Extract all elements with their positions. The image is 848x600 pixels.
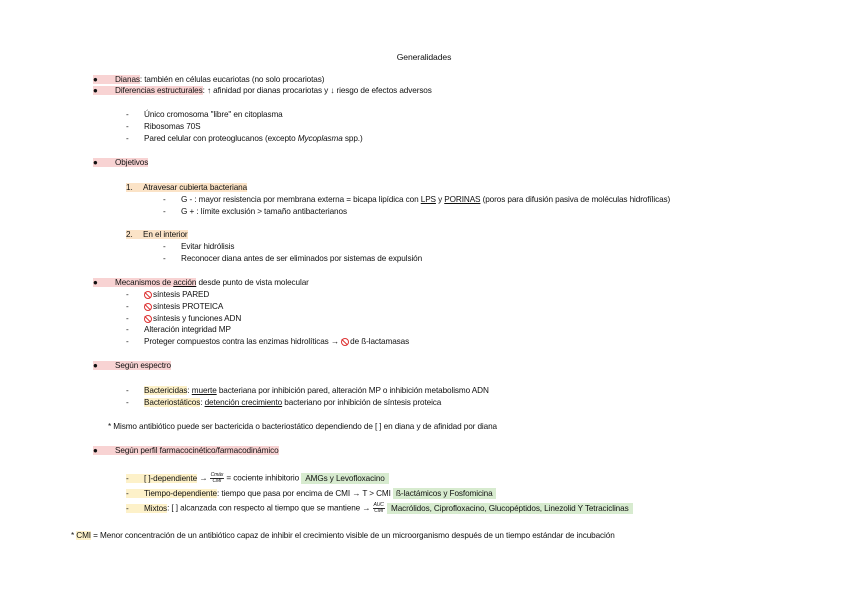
mecanismos-text: desde punto de vista molecular	[196, 278, 309, 287]
espectro-note: * Mismo antibiótico puede ser bactericida o bacteriostático dependiendo de [ ] en diana y de afinidad por diana	[108, 422, 497, 431]
bacteriostaticos-text: bacteriano por inhibición de síntesis proteica	[282, 398, 442, 407]
bacteriostaticos-item: - Bacteriostáticos: detención crecimiento bacteriano por inhibición de síntesis proteica	[126, 398, 442, 407]
estructura-item: - Único cromosoma "libre" en citoplasma	[126, 110, 283, 119]
prohibited-icon	[144, 303, 152, 311]
estructura-item-1: Único cromosoma "libre" en citoplasma	[144, 110, 283, 119]
bullet-perfil	[93, 446, 279, 456]
objetivo-1	[126, 183, 247, 193]
fraction-bottom: CMI	[374, 508, 384, 514]
bullet-objetivos	[93, 158, 148, 168]
auc-cmi-fraction	[373, 503, 385, 514]
mecanismo-4: Alteración integridad MP	[144, 325, 231, 334]
mixtos-item: - Mixtos: [ ] alcanzada con respecto al tiempo que se mantiene → $\frac{\text{AUC}}{\text{CMI}}$ Macrólidos, Ciprofloxacino, Glucopéptidos, Linezolid Y Tetraciclinas	[126, 503, 633, 514]
mixtos-label: Mixtos	[144, 503, 168, 513]
concentracion-item: - [ ]-dependiente → $\frac{\text{Cmáx}}{\text{CMI}}$ = cociente inhibitorio AMGs y Levofloxacino	[126, 473, 389, 484]
mecanismo-3: síntesis y funciones ADN	[153, 314, 242, 323]
cociente-text: = cociente inhibitorio	[224, 473, 302, 483]
mycoplasma: Mycoplasma	[297, 134, 343, 143]
espectro-label: Según espectro	[115, 361, 171, 370]
estructura-item-2: Ribosomas 70S	[144, 122, 201, 131]
mixtos-drugs: Macrólidos, Ciprofloxacino, Glucopéptidos, Linezolid Y Tetraciclinas	[387, 503, 633, 514]
mecanismo-item: - síntesis PARED	[126, 290, 210, 299]
estructura-item: - Ribosomas 70S	[126, 122, 201, 131]
porinas: PORINAS	[444, 195, 481, 204]
concentracion-drugs: AMGs y Levofloxacino	[301, 473, 388, 484]
page-title: Generalidades	[396, 52, 452, 62]
mecanismo-1: síntesis PARED	[153, 290, 210, 299]
gneg-item: - G - : mayor resistencia por membrana externa = bicapa lipídica con LPS y PORINAS (poros para difusión pasiva de moléculas hidrofílicas)	[163, 195, 671, 204]
mecanismo-5: Proteger compuestos contra las enzimas hidrolíticas →	[144, 337, 342, 346]
arrow: →	[197, 473, 210, 483]
tiempo-text: : tiempo que pasa por encima de CMI → T > CMI	[217, 489, 393, 498]
bullet-diferencias	[93, 86, 432, 96]
footnote-text: = Menor concentración de un antibiótico capaz de inhibir el crecimiento visible de un microorganismo después de un tiempo estándar de incubación	[90, 531, 615, 540]
mecanismos-label: Mecanismos de	[115, 278, 174, 287]
prohibited-icon	[144, 291, 152, 299]
diferencias-label: Diferencias estructurales	[115, 86, 203, 95]
gpos-item: - G + : límite exclusión > tamaño antibacterianos	[163, 207, 347, 216]
concentracion-label: [ ]-dependiente	[144, 473, 198, 483]
bacteriostaticos-label: Bacteriostáticos	[144, 398, 201, 407]
objetivo-1-label: Atravesar cubierta bacteriana	[143, 183, 248, 192]
bullet-icon: ●	[93, 158, 98, 167]
tiempo-label: Tiempo-dependiente	[144, 489, 217, 498]
perfil-label: Según perfil farmacocinético/farmacodinámico	[115, 446, 279, 455]
gneg-y: y	[435, 195, 445, 204]
objetivo-num: 1.	[126, 183, 133, 192]
estructura-item-3a: Pared celular con proteoglucanos (excepto	[144, 134, 298, 143]
mecanismo-2: síntesis PROTEICA	[153, 302, 224, 311]
objetivo-num: 2.	[126, 230, 133, 239]
mecanismo-5b: de ß-lactamasas	[350, 337, 410, 346]
muerte: muerte	[191, 386, 217, 395]
bactericidas-item: - Bactericidas: muerte bacteriana por inhibición pared, alteración MP o inhibición metabolismo ADN	[126, 386, 489, 395]
bullet-espectro	[93, 361, 171, 371]
fraction-top: AUC	[373, 502, 384, 508]
fraction-top: Cmáx	[210, 472, 224, 478]
lps: LPS	[420, 195, 436, 204]
diferencias-text: : ↑ afinidad por dianas procariotas y ↓ riesgo de efectos adversos	[202, 86, 432, 95]
bullet-mecanismos	[93, 278, 309, 288]
mecanismo-item: - síntesis y funciones ADN	[126, 314, 242, 323]
dianas-label: Dianas	[115, 75, 140, 84]
detencion-crecimiento: detención crecimiento	[204, 398, 283, 407]
gpos-text: G + : límite exclusión > tamaño antibacterianos	[181, 207, 347, 216]
colon: :	[200, 398, 205, 407]
objetivos-label: Objetivos	[115, 158, 149, 167]
bullet-icon: ●	[93, 361, 98, 370]
bactericidas-text: bacteriana por inhibición pared, alteración MP o inhibición metabolismo ADN	[216, 386, 489, 395]
fraction-bottom: CMI	[212, 478, 222, 484]
footnote	[71, 531, 615, 541]
tiempo-item: - Tiempo-dependiente: tiempo que pasa por encima de CMI → T > CMI ß-lactámicos y Fosfomicina	[126, 489, 496, 499]
mecanismo-item: - Alteración integridad MP	[126, 325, 231, 334]
tiempo-drugs: ß-lactámicos y Fosfomicina	[393, 488, 496, 499]
interior-item: - Reconocer diana antes de ser eliminados por sistemas de expulsión	[163, 254, 423, 263]
bullet-icon: ●	[93, 86, 98, 95]
colon: :	[187, 386, 192, 395]
estructura-item-3b: spp.)	[342, 134, 363, 143]
bullet-icon: ●	[93, 75, 98, 84]
mixtos-text: : [ ] alcanzada con respecto al tiempo que se mantiene →	[167, 503, 373, 513]
prohibited-icon	[144, 315, 152, 323]
cmi-label: CMI	[76, 531, 91, 540]
cmax-cmi-fraction	[210, 473, 225, 484]
mecanismo-item: - síntesis PROTEICA	[126, 302, 224, 311]
bullet-icon: ●	[93, 278, 98, 287]
gneg-text-b: (poros para difusión pasiva de moléculas hidrofílicas)	[480, 195, 671, 204]
estructura-item: - Pared celular con proteoglucanos (excepto Mycoplasma spp.)	[126, 134, 363, 143]
interior-item-2: Reconocer diana antes de ser eliminados por sistemas de expulsión	[181, 254, 423, 263]
accion-label: acción	[173, 278, 197, 287]
interior-item: - Evitar hidrólisis	[163, 242, 235, 251]
objetivo-2-label: En el interior	[143, 230, 188, 239]
bullet-icon: ●	[93, 446, 98, 455]
objetivo-2	[126, 230, 188, 240]
bactericidas-label: Bactericidas	[144, 386, 188, 395]
interior-item-1: Evitar hidrólisis	[181, 242, 235, 251]
dianas-text: : también en células eucariotas (no solo procariotas)	[139, 75, 325, 84]
footnote-star: *	[71, 531, 77, 540]
bullet-dianas	[93, 75, 324, 85]
gneg-text: G - : mayor resistencia por membrana externa = bicapa lipídica con	[181, 195, 421, 204]
prohibited-icon	[341, 338, 349, 346]
mecanismo-item: - Proteger compuestos contra las enzimas hidrolíticas → de ß-lactamasas	[126, 337, 410, 346]
